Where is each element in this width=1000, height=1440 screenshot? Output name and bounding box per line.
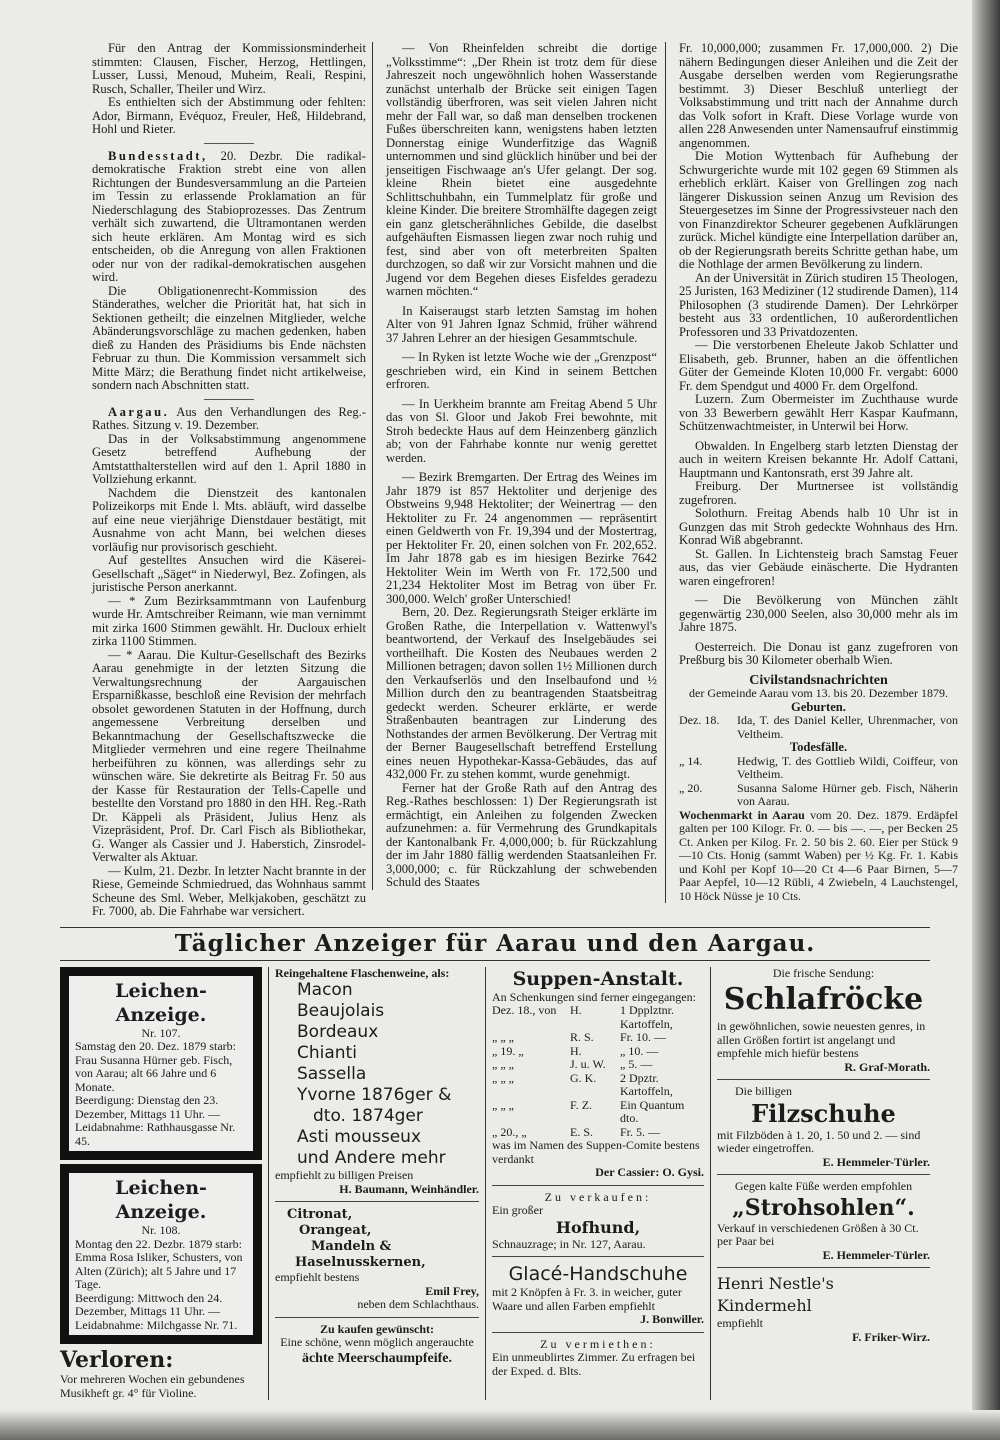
gloves-title: Glacé-Handschuhe <box>508 1263 688 1285</box>
entry-text: Hedwig, T. des Gottlieb Wildi, Coiffeur, von Veltheim. <box>737 753 958 781</box>
soup-donation-row <box>492 1031 704 1045</box>
article-paragraph <box>92 406 366 433</box>
wine-text: empfiehlt zu billigen Preisen <box>275 1168 414 1182</box>
column-2 <box>372 42 665 890</box>
wine-item: Bordeaux <box>297 1022 379 1042</box>
dog-heading: Zu verkaufen: <box>544 1189 652 1204</box>
notice-title: Leichen-Anzeige. <box>115 979 207 1026</box>
soup-cell: „ 19. „ <box>492 1043 524 1058</box>
soup-donation-row <box>492 1045 704 1059</box>
soup-cell: „ 5. — <box>620 1057 653 1071</box>
notice-text: Samstag den 20. Dez. 1879 starb: Frau Susanna Hürner geb. Fisch, von Aarau; alt 66 Jahre und 6 Monate. <box>75 1039 236 1094</box>
entry-text: Susanna Salome Hürner geb. Fisch, Näherin von Aarau. <box>737 780 958 808</box>
entry-text: Ida, T. des Daniel Keller, Uhrenmacher, von Veltheim. <box>737 713 958 741</box>
article-paragraph: Es enthielten sich der Abstimmung oder fehlten: Ador, Birmann, Evéquoz, Freuler, Heß, Hildebrand, Hohl und Rieter. <box>92 95 366 136</box>
article-paragraph: Die Motion Wyttenbach für Aufhebung der Schwurgerichte wurde mit 102 gegen 69 Stimmen als erheblich erklärt. Kaiser von Grellingen zog nach längerer Diskussion seinen Anzug um Revision des Steuergesetzes im Sinne der Progressivsteuer nach den von Finanzdirektor Scheurer gegebenen Aufklärungen zurück. Michel kündigte eine Interpellation darüber an, ob der Regierungsrath bereits Schritte gethan habe, um die Nothlage der armen Bevölkerung zu lindern. <box>679 149 958 271</box>
article-paragraph: — * Zum Bezirksammtmann von Laufenburg wurde Hr. Amtschreiber Reimann, wie man vernimmt mit zirka 1600 Stimmen gewählt. Hr. Ducloux erhielt zirka 1100 Stimmen. <box>92 593 366 648</box>
article-paragraph: — Bezirk Bremgarten. Der Ertrag des Weines im Jahr 1879 ist 857 Hektoliter und derjenige des Obstweins 9,948 Hektoliter; der Weinertrag — den Hektoliter zu Fr. 24 angenommen — repräsentirt einen Geldwerth von Fr. 19,394 und der Mostertrag, per Hektoliter Fr. 20, einen solchen von Fr. 202,652. Im Jahr 1878 gab es im hiesigen Bezirke 7642 Hektoliter Wein im Werth von Fr. 172,500 und 21,234 Hektoliter Most im Betrag von über Fr. 300,000. Welch' großer Unterschied! <box>386 470 657 606</box>
ad-rule <box>717 1079 930 1080</box>
straw-signature: E. Hemmeler-Türler. <box>822 1247 930 1262</box>
soup-cell: 1 Dpplztnr. Kartoffeln, <box>620 1003 674 1031</box>
soup-cell: Ein Quantum dto. <box>620 1097 685 1125</box>
straw-text: Verkauf in verschiedenen Größen à 30 Ct. per Paar bei <box>717 1220 919 1248</box>
entry-date: „ 14. <box>679 753 703 768</box>
death-notice <box>60 967 262 1161</box>
soup-cell: „ 10. — <box>620 1043 659 1058</box>
notice-burial: Beerdigung: Mittwoch den 24. Dezember, Mittags 11 Uhr. — Leidabnahme: Milchgasse Nr. 71. <box>75 1290 238 1332</box>
article-text: Aus den Verhandlungen des Reg.-Rathes. Sitzung v. 19. Dezember. <box>92 404 366 432</box>
ad-rule <box>717 1174 930 1175</box>
wine-item: und Andere mehr <box>297 1148 446 1168</box>
notice-burial: Beerdigung: Dienstag den 23. Dezember, Mittags 11 Uhr. — Leidabnahme: Rathhausgasse Nr. 45. <box>75 1093 236 1148</box>
pipe-item: ächte Meerschaumpfeife. <box>301 1350 453 1366</box>
civil-entry <box>679 714 958 741</box>
robes-text: in gewöhnlichen, sowie neuesten genres, in allen Größen fortirt ist angelangt und empfehle mich hiefür bestens <box>717 1019 926 1060</box>
wine-item: Asti mousseux <box>297 1127 422 1147</box>
article-paragraph: In Kaiseraugst starb letzten Samstag im hohen Alter von 91 Jahren Ignaz Schmid, früher während 37 Jahren Lehrer an der hiesigen Gesammtschule. <box>386 303 657 345</box>
robes-signature: R. Graf-Morath. <box>844 1059 930 1074</box>
wine-item: Chianti <box>297 1043 357 1063</box>
citronat-item: Mandeln & <box>311 1239 392 1254</box>
article-text: 20. Dezbr. Die radikal-demokratische Fraktion strebt eine von allen Richtungen der Bundesversammlung an die Parteien im Tessin zu erlassende Proklamation an für Niederschlagung des Stabioprozesses. Das Zentrum verhält sich zuwartend, die Ultramontanen werden sich heute erklären. Am Montag wird es sich entscheiden, ob die Anregung von allen Fraktionen oder nur von der radikal-demokratischen ausgehen wird. <box>92 148 366 284</box>
ad-rule <box>492 1332 704 1333</box>
article-paragraph: — In Uerkheim brannte am Freitag Abend 5 Uhr das von Sl. Gloor und Jakob Frei bewohnte, mit Stroh bedeckte Haus auf dem Heinzenberg gänzlich ab; von der Fahrhabe konnte nur wenig gerettet werden. <box>386 396 657 465</box>
article-paragraph: — * Aarau. Die Kultur-Gesellschaft des Bezirks Aarau genehmigte in der letzten Sitzung die Verwaltungsrechnung der Aargauischen Ersparnißkasse, beschloß eine Revision der mehrfach obsolet gewordenen Statuten in der Hoffnung, durch angemessene Verbreitung derselben und Bekanntmachung der Gesellschaftszwecke die Mitglieder vermehren und eine regere Theilnahme herbeiführen zu können, was allerdings sehr zu wünschen wäre. Sie dekretirte als Beitrag Fr. 50 aus der Kasse für Restauration der Tells-Capelle und bestellte den Vorstand pro 1880 in den HH. Reg.-Rath Dr. Käppeli als Präsident, Julius Henz als Vizepräsident, Prof. Dr. Carl Fisch als Bibliothekar, G. Wanger als Cassier und J. Haberstich, Zinsrodel-Verwalter als Aktuar. <box>92 647 366 864</box>
article-paragraph: Für den Antrag der Kommissionsminderheit stimmten: Clausen, Fischer, Herzog, Hettlingen, Lusser, Lussi, Menoud, Muheim, Reali, Respini, Rusch, Schaller, Theiler und Wirz. <box>92 41 366 96</box>
article-paragraph: St. Gallen. In Lichtensteig brach Samstag Feuer aus, das vier Gebäude einäscherte. Die Hydranten waren eingefroren! <box>679 546 958 588</box>
wine-item: Beaujolais <box>297 1001 385 1021</box>
gloves-signature: J. Bonwiller. <box>640 1312 704 1326</box>
soup-outro: was im Namen des Suppen-Comite bestens verdankt <box>492 1138 700 1166</box>
robes-title: Schlafröcke <box>723 982 924 1017</box>
soup-donation-row <box>492 1099 704 1126</box>
felt-pre: Die billigen <box>735 1084 792 1098</box>
dateline: Bundesstadt, <box>108 148 208 163</box>
soup-cell: R. S. <box>570 1030 594 1044</box>
lost-heading: Verloren: <box>60 1347 174 1373</box>
article-paragraph: Bern, 20. Dez. Regierungsrath Steiger erklärte im Großen Rathe, die Interpellation v. Wattenwyl's beantwortend, der Verkauf des Inselgebäudes sei vortheilhaft. Die Kosten des Neubaues werden 2 Millionen betragen; davon sollen 1½ Millionen durch den Verkaufserlös und den Inselbaufond und ½ Million durch den zu beantragenden Staatsbeitrag gedeckt werden. Scheurer erklärte, er werde Straßenbauten beantragen zur Linderung des Nothstandes der armen Bevölkerung. Der Vertrag mit der Berner Baugesellschaft betreffend Erstellung eines neuen Hypothekar-Kassa-Gebäudes, das auf 432,000 Fr. zu stehen kommt, wurde genehmigt. <box>386 605 657 781</box>
ads-column-2 <box>268 967 485 1401</box>
article-paragraph <box>92 150 366 285</box>
wine-signature: H. Baumann, Weinhändler. <box>339 1181 479 1196</box>
article-paragraph: An der Universität in Zürich studiren 15 Theologen, 25 Juristen, 163 Mediziner (12 studirende Damen), 114 Philosophen (3 studirende Damen). Der Lehrkörper besteht aus 33 ordentlichen, 10 außerordentlichen Professoren und 33 Privatdozenten. <box>679 270 958 339</box>
notice-title: Leichen-Anzeige. <box>115 1177 207 1223</box>
civil-entry <box>679 782 958 809</box>
felt-title: Filzschuhe <box>751 1098 896 1128</box>
ad-rule <box>492 1256 704 1257</box>
ad-rule <box>275 1317 479 1318</box>
ads-column-4 <box>710 967 930 1401</box>
article-paragraph: — Kulm, 21. Dezbr. In letzter Nacht brannte in der Riese, Gemeinde Schmiedrued, das Wohnhaus sammt Scheune des Sml. Weber, Melkjakoben, geschätzt zu Fr. 7000, ab. Die Fahrhabe war versichert. <box>92 863 366 918</box>
soup-donation-row <box>492 1126 704 1140</box>
citronat-item: Haselnusskernen, <box>295 1255 426 1270</box>
market-heading: Wochenmarkt in Aarau <box>679 807 805 822</box>
separator <box>204 143 254 144</box>
article-paragraph: — In Ryken ist letzte Woche wie der „Grenzpost“ geschrieben wird, ein Kind in seinem Bettchen erfroren. <box>386 350 657 391</box>
notice-number: Nr. 108. <box>141 1223 181 1237</box>
robes-pre: Die frische Sendung: <box>772 965 875 980</box>
citronat-signature: Emil Frey, <box>425 1283 479 1298</box>
lost-text: Vor mehreren Wochen ein gebundenes Musikheft gr. 4° für Violine. <box>60 1372 245 1400</box>
wine-heading: Reingehaltene Flaschenweine, als: <box>275 965 450 980</box>
ads-column-1 <box>60 967 268 1401</box>
soup-cell: Fr. 10. — <box>620 1030 667 1044</box>
soup-cell: „ 20., „ <box>492 1124 527 1139</box>
soup-cell: Dez. 18., von <box>492 1003 557 1017</box>
article-paragraph: Auf gestelltes Ansuchen wird die Käserei-Gesellschaft „Säget“ in Niederwyl, Bez. Zofingen, als juristische Person anerkannt. <box>92 553 366 594</box>
article-paragraph: Obwalden. In Engelberg starb letzten Dienstag der auch in weitern Kreisen bekannte Hr. Adolf Cattani, Hauptmann und Kantonsrath, erst 39 Jahre alt. <box>679 438 958 480</box>
death-notice <box>60 1164 262 1344</box>
soup-cell: 2 Dpztr. Kartoffeln, <box>620 1070 673 1098</box>
column-1 <box>92 42 372 919</box>
article-columns <box>92 42 958 919</box>
market-report <box>679 809 958 904</box>
lost-ad <box>60 1347 262 1400</box>
article-paragraph: Nachdem die Dienstzeit des kantonalen Polizeikorps mit Ende l. Mts. abläuft, wird dasselbe auf eine neue vierjährige Dienstdauer bestätigt, mit Ausnahme von acht Mann, bei welchen dieses vorläufig nur provisorisch geschieht. <box>92 485 366 554</box>
entry-date: „ 20. <box>679 780 703 795</box>
separator <box>204 399 254 400</box>
soup-cell: „ „ „ <box>492 1030 514 1044</box>
article-paragraph: — Die verstorbenen Eheleute Jakob Schlatter und Elisabeth, geb. Brunner, haben an die öffentlichen Güter der Gemeinde Kloten 10,000 Fr. vergabt: 6000 Fr. dem Spendgut und 4000 Fr. dem Orgelfond. <box>679 338 958 393</box>
wine-list <box>275 980 479 1169</box>
soup-donations <box>492 1004 704 1139</box>
straw-pre: Gegen kalte Füße werden empfohlen <box>734 1179 913 1193</box>
room-text: Ein unmeublirtes Zimmer. Zu erfragen bei der Exped. d. Blts. <box>492 1350 696 1378</box>
deaths-heading: Todesfälle. <box>789 740 848 754</box>
article-paragraph: — Die Bevölkerung von München zählt gegenwärtig 230,000 Seelen, also 30,000 mehr als im Jahre 1875. <box>679 593 958 634</box>
nestle-signature: F. Friker-Wirz. <box>852 1329 930 1344</box>
soup-signature: Der Cassier: O. Gysi. <box>595 1165 704 1179</box>
notice-number: Nr. 107. <box>141 1025 181 1040</box>
civil-register-title: Civilstandsnachrichten <box>749 672 888 688</box>
advertiser-banner: Täglicher Anzeiger für Aarau und den Aargau. <box>60 927 930 961</box>
article-paragraph: Freiburg. Der Murtnersee ist vollständig zugefroren. <box>679 479 958 507</box>
ad-rule <box>492 1185 704 1186</box>
ads-section <box>60 967 930 1401</box>
soup-donation-row <box>492 1072 704 1099</box>
soup-cell: F. Z. <box>570 1097 593 1112</box>
article-paragraph: Solothurn. Freitag Abends halb 10 Uhr ist in Gunzgen das mit Stroh gedeckte Wohnhaus des Hrn. Konrad Wiß abgebrannt. <box>679 506 958 547</box>
felt-text: mit Filzböden à 1. 20, 1. 50 und 2. — sind wieder eingetroffen. <box>717 1127 921 1155</box>
soup-cell: H. <box>570 1043 582 1058</box>
gloves-text: mit 2 Knöpfen à Fr. 3. in weicher, guter Waare und allen Farben empfiehlt <box>492 1285 682 1313</box>
felt-signature: E. Hemmeler-Türler. <box>822 1154 930 1169</box>
citronat-address: neben dem Schlachthaus. <box>357 1297 479 1311</box>
soup-cell: H. <box>570 1003 582 1017</box>
pipe-heading: Zu kaufen gewünscht: <box>319 1321 435 1336</box>
dog-address: Schnauzrage; in Nr. 127, Aarau. <box>492 1236 646 1251</box>
soup-cell: J. u. W. <box>570 1057 606 1071</box>
nestle-title: Henri Nestle's Kindermehl <box>717 1274 834 1315</box>
dateline: Aargau. <box>108 404 170 419</box>
civil-register-subtitle: der Gemeinde Aarau vom 13. bis 20. Dezember 1879. <box>689 686 948 700</box>
dog-item: Hofhund, <box>555 1217 641 1237</box>
straw-title: „Strohsohlen“. <box>732 1194 915 1221</box>
wine-item: dto. 1874ger <box>313 1106 423 1126</box>
soup-cell: E. S. <box>570 1124 594 1139</box>
article-paragraph: Die Obligationenrecht-Kommission des Ständerathes, welcher die Priorität hat, hat sich in Sektionen getheilt; die einzelnen Mitglieder, welche Abänderungsvorschläge zu machen gedenken, haben dieß zu Handen des Präsidiums bis Ende nächsten Februar zu thun. Die Kommission versammelt sich Mitte März; die Berathung findet nicht artikelweise, sondern nach Abschnitten statt. <box>92 283 366 392</box>
dog-text: Ein großer <box>492 1203 543 1217</box>
soup-cell: „ „ „ <box>492 1070 514 1085</box>
citronat-list <box>275 1207 479 1271</box>
citronat-item: Citronat, <box>287 1207 353 1222</box>
ad-rule <box>717 1267 930 1268</box>
pipe-text: Eine schöne, wenn möglich angerauchte <box>280 1335 474 1349</box>
soup-cell: G. K. <box>570 1070 597 1085</box>
notice-text: Montag den 22. Dezbr. 1879 starb: Emma Rosa Isliker, Schusters, von Alten (Zürich); alt 5 Jahre und 17 Tage. <box>75 1236 243 1291</box>
room-heading: Zu vermiethen: <box>540 1336 656 1351</box>
civil-entry <box>679 755 958 782</box>
soup-intro: An Schenkungen sind ferner eingegangen: <box>492 989 696 1004</box>
citronat-item: Orangeat, <box>299 1223 372 1238</box>
article-paragraph: Das in der Volksabstimmung angenommene Gesetz betreffend Aufhebung der Amtstatthalterstellen wird auf den 1. April 1880 in Vollziehung erkannt. <box>92 431 366 486</box>
soup-donation-row <box>492 1058 704 1072</box>
nestle-text: empfiehlt <box>717 1316 763 1330</box>
article-paragraph: Luzern. Zum Obermeister im Zuchthause wurde von 33 Bewerbern gewählt Herr Kaspar Kaufmann, Schützenwachtmeister, in Unterwil bei Horw. <box>679 392 958 433</box>
wine-item: Macon <box>297 980 353 1000</box>
column-3 <box>665 42 958 903</box>
market-text: vom 20. Dez. 1879. Erdäpfel galten per 100 Kilogr. Fr. 0. — bis —. —, per Becken 25 Ct. Anken per Kilog. Fr. 2. 50 bis 2. 60. Eier per Stück 9—10 Cts. Honig (sammt Waben) per ½ Kg. Fr. 1. Kabis und Kohl per Kopf 10—20 Ct 4—6 Paar Birnen, 5—7 Paar Aepfel, 10—12 Rübli, 4 Zwiebeln, 4 Lauchstengel, 10 Höck Nüsse je 10 Cts. <box>679 807 958 903</box>
entry-date: Dez. 18. <box>679 713 720 727</box>
article-paragraph: Ferner hat der Große Rath auf den Antrag des Reg.-Rathes beschlossen: 1) Der Regierungsrath ist ermächtigt, ein Anleihen zu folgenden Zwecken aufzunehmen: a. für Vermehrung des Grundkapitals der Kantonalbank Fr. 4,000,000; b. für Rückzahlung der im Jahr 1880 fällig werdenden Staatsanleihen Fr. 3,000,000; c. für Rückzahlung der schwebenden Schuld des Staates <box>386 780 657 889</box>
soup-cell: „ „ „ <box>492 1097 514 1112</box>
wine-item: Yvorne 1876ger & <box>297 1085 452 1105</box>
article-paragraph: — Von Rheinfelden schreibt die dortige „Volksstimme“: „Der Rhein ist trotz dem für diese Jahreszeit noch ungewöhnlich hohen Wasserstande zunächst unterhalb der Brücke seit einigen Tagen vollständig überfroren, was seit vielen Jahren nicht mehr der Fall war, so daß man denselben trockenen Fußes überschreiten kann, wenigstens haben letzten Donnerstag einige Wunderfitzige das Wagniß unternommen und sind glücklich hinüber und bei der jenseitigen Fischwaage an's Ufer gelangt. Der sog. kleine Rhein bietet eine ausgedehnte Schlittschuhbahn, ein Tummelplatz für große und kleine Kinder. Die breitere Stromhälfte dagegen zeigt ein ganz gletscherähnliches Gebilde, die daselbst aufgehäuften Eismassen liegen zwar noch ruhig und fest, sind aber von oft meterbreiten Spalten durchzogen, so daß wir zur Vorsicht mahnen und die Jugend vor dem Begehen dieses Eisfeldes geradezu warnen möchten.“ <box>386 41 657 298</box>
soup-cell: Fr. 5. — <box>620 1124 661 1139</box>
wine-item: Sassella <box>297 1064 367 1084</box>
ads-column-3 <box>485 967 710 1401</box>
article-paragraph: Fr. 10,000,000; zusammen Fr. 17,000,000. 2) Die nähern Bedingungen dieser Anleihen und die Zeit der Ausgabe derselben werden vom Regierungsrathe bestimmt. 3) Dieser Beschluß unterliegt der Volksabstimmung und tritt nach der Annahme durch das Volk sofort in Kraft. Diese Vorlage wurde von allen 228 Anwesenden unter Namensaufruf einstimmig angenommen. <box>679 41 958 150</box>
citronat-text: empfiehlt bestens <box>275 1270 360 1284</box>
article-paragraph: Oesterreich. Die Donau ist ganz zugefroren von Preßburg bis 30 Kilometer oberhalb Wien. <box>679 639 958 667</box>
soup-cell: „ „ „ <box>492 1057 514 1071</box>
ad-rule <box>275 1201 479 1202</box>
soup-donation-row <box>492 1004 704 1031</box>
soup-title: Suppen-Anstalt. <box>512 967 684 990</box>
births-heading: Geburten. <box>791 699 846 714</box>
